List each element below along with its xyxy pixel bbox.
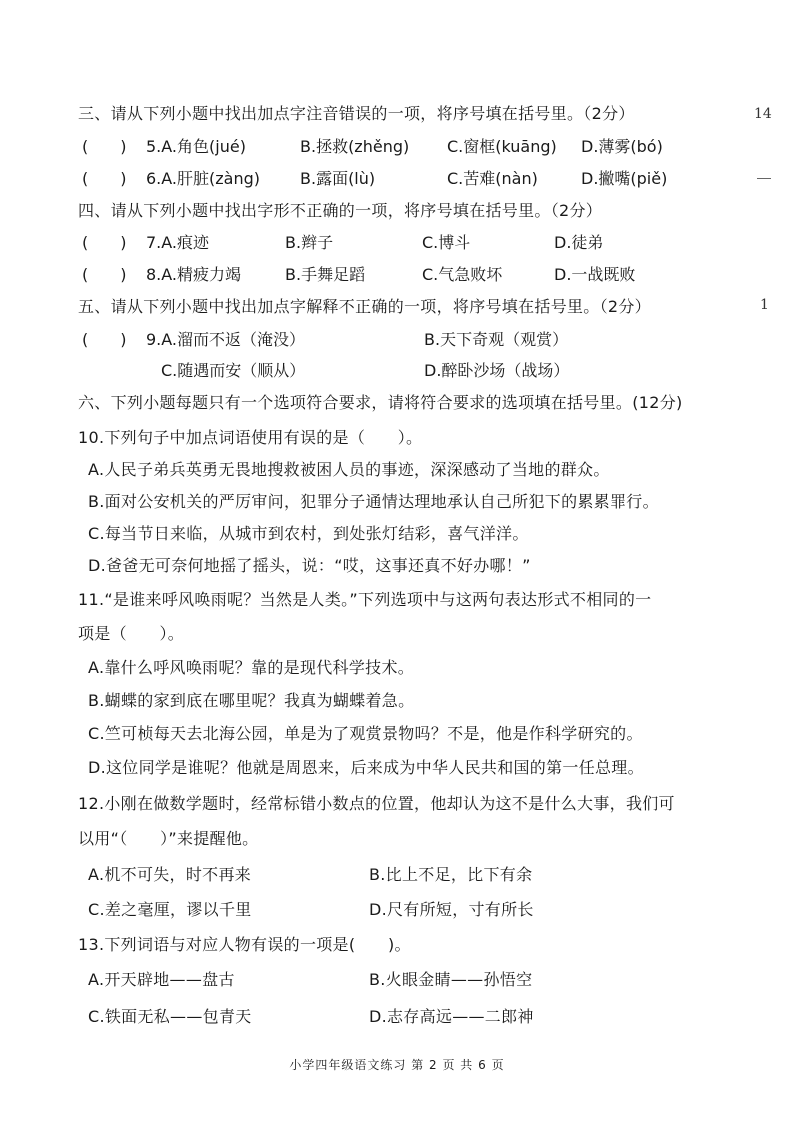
q10-option-c: C.每当节日来临，从城市到农村，到处张灯结彩，喜气洋洋。: [88, 524, 529, 543]
q9-option-d: D.醉卧沙场（战场）: [424, 361, 570, 380]
q6-option-a: 6.A.肝脏(zàng): [146, 169, 261, 188]
q10-stem: 10.下列句子中加点词语使用有误的是（ ）。: [78, 428, 423, 447]
q13-stem: 13.下列词语与对应人物有误的一项是( )。: [78, 935, 411, 954]
q5-option-b: B.拯救(zhěng): [300, 137, 410, 156]
q9-option-c: C.随遇而安（顺从）: [161, 361, 306, 380]
q5-option-c: C.窗框(kuāng): [447, 137, 557, 156]
q11-stem-line2: 项是（ ）。: [78, 624, 185, 643]
answer-blank-7[interactable]: ( ): [82, 233, 127, 252]
section-5-heading: 五、请从下列小题中找出加点字解释不正确的一项，将序号填在括号里。（2分）: [78, 297, 651, 316]
q11-option-b: B.蝴蝶的家到底在哪里呢？我真为蝴蝶着急。: [88, 691, 415, 710]
answer-blank-9[interactable]: ( ): [82, 330, 127, 349]
q8-option-d: D.一战既败: [554, 265, 636, 284]
q12-stem-line2: 以用“（ ）”来提醒他。: [78, 829, 259, 848]
q13-option-a: A.开天辟地——盘古: [88, 970, 235, 989]
q13-option-d: D.志存高远——二郎神: [369, 1007, 534, 1026]
margin-number-mid: 1: [760, 297, 769, 313]
q7-option-a: 7.A.痕迹: [146, 233, 210, 252]
q8-option-a: 8.A.精疲力竭: [146, 265, 242, 284]
q12-option-d: D.尺有所短，寸有所长: [369, 900, 534, 919]
answer-blank-5[interactable]: ( ): [82, 137, 127, 156]
q11-option-d: D.这位同学是谁呢？他就是周恩来，后来成为中华人民共和国的第一任总理。: [88, 758, 644, 777]
q11-stem-line1: 11.“是谁来呼风唤雨呢？当然是人类。”下列选项中与这两句表达形式不相同的一: [78, 590, 652, 609]
q8-option-b: B.手舞足蹈: [285, 265, 366, 284]
q6-option-d: D.撇嘴(piě): [581, 169, 668, 188]
q5-option-a: 5.A.角色(jué): [146, 137, 246, 156]
q7-option-c: C.博斗: [422, 233, 471, 252]
q7-option-b: B.辫子: [285, 233, 334, 252]
q9-option-a: 9.A.溜而不返（淹没）: [146, 330, 306, 349]
q10-option-a: A.人民子弟兵英勇无畏地搜救被困人员的事迹，深深感动了当地的群众。: [88, 460, 610, 479]
q12-option-c: C.差之毫厘，谬以千里: [88, 900, 252, 919]
q8-option-c: C.气急败坏: [422, 265, 503, 284]
q12-option-a: A.机不可失，时不再来: [88, 865, 252, 884]
margin-number-top: 14: [754, 106, 772, 122]
q5-option-d: D.薄雾(bó): [581, 137, 663, 156]
page-footer: 小学四年级语文练习 第 2 页 共 6 页: [289, 1058, 505, 1072]
q13-option-c: C.铁面无私——包青天: [88, 1007, 252, 1026]
section-6-heading: 六、下列小题每题只有一个选项符合要求，请将符合要求的选项填在括号里。(12分): [78, 393, 683, 412]
section-3-heading: 三、请从下列小题中找出加点字注音错误的一项，将序号填在括号里。（2分）: [78, 104, 635, 123]
answer-blank-8[interactable]: ( ): [82, 265, 127, 284]
q6-option-b: B.露面(lù): [300, 169, 376, 188]
section-4-heading: 四、请从下列小题中找出字形不正确的一项，将序号填在括号里。（2分）: [78, 201, 603, 220]
q9-option-b: B.天下奇观（观赏）: [424, 330, 569, 349]
answer-blank-6[interactable]: ( ): [82, 169, 127, 188]
q11-option-a: A.靠什么呼风唤雨呢？靠的是现代科学技术。: [88, 658, 415, 677]
q12-option-b: B.比上不足，比下有余: [369, 865, 533, 884]
q10-option-d: D.爸爸无可奈何地摇了摇头，说：“哎，这事还真不好办哪！”: [88, 556, 531, 575]
q10-option-b: B.面对公安机关的严厉审问，犯罪分子通情达理地承认自己所犯下的累累罪行。: [88, 492, 659, 511]
q13-option-b: B.火眼金睛——孙悟空: [369, 970, 533, 989]
q12-stem-line1: 12.小刚在做数学题时，经常标错小数点的位置，他却认为这不是什么大事，我们可: [78, 794, 675, 813]
margin-dash: [757, 178, 771, 179]
q7-option-d: D.徒弟: [554, 233, 604, 252]
q6-option-c: C.苦难(nàn): [447, 169, 538, 188]
q11-option-c: C.竺可桢每天去北海公园，单是为了观赏景物吗？不是，他是作科学研究的。: [88, 724, 643, 743]
